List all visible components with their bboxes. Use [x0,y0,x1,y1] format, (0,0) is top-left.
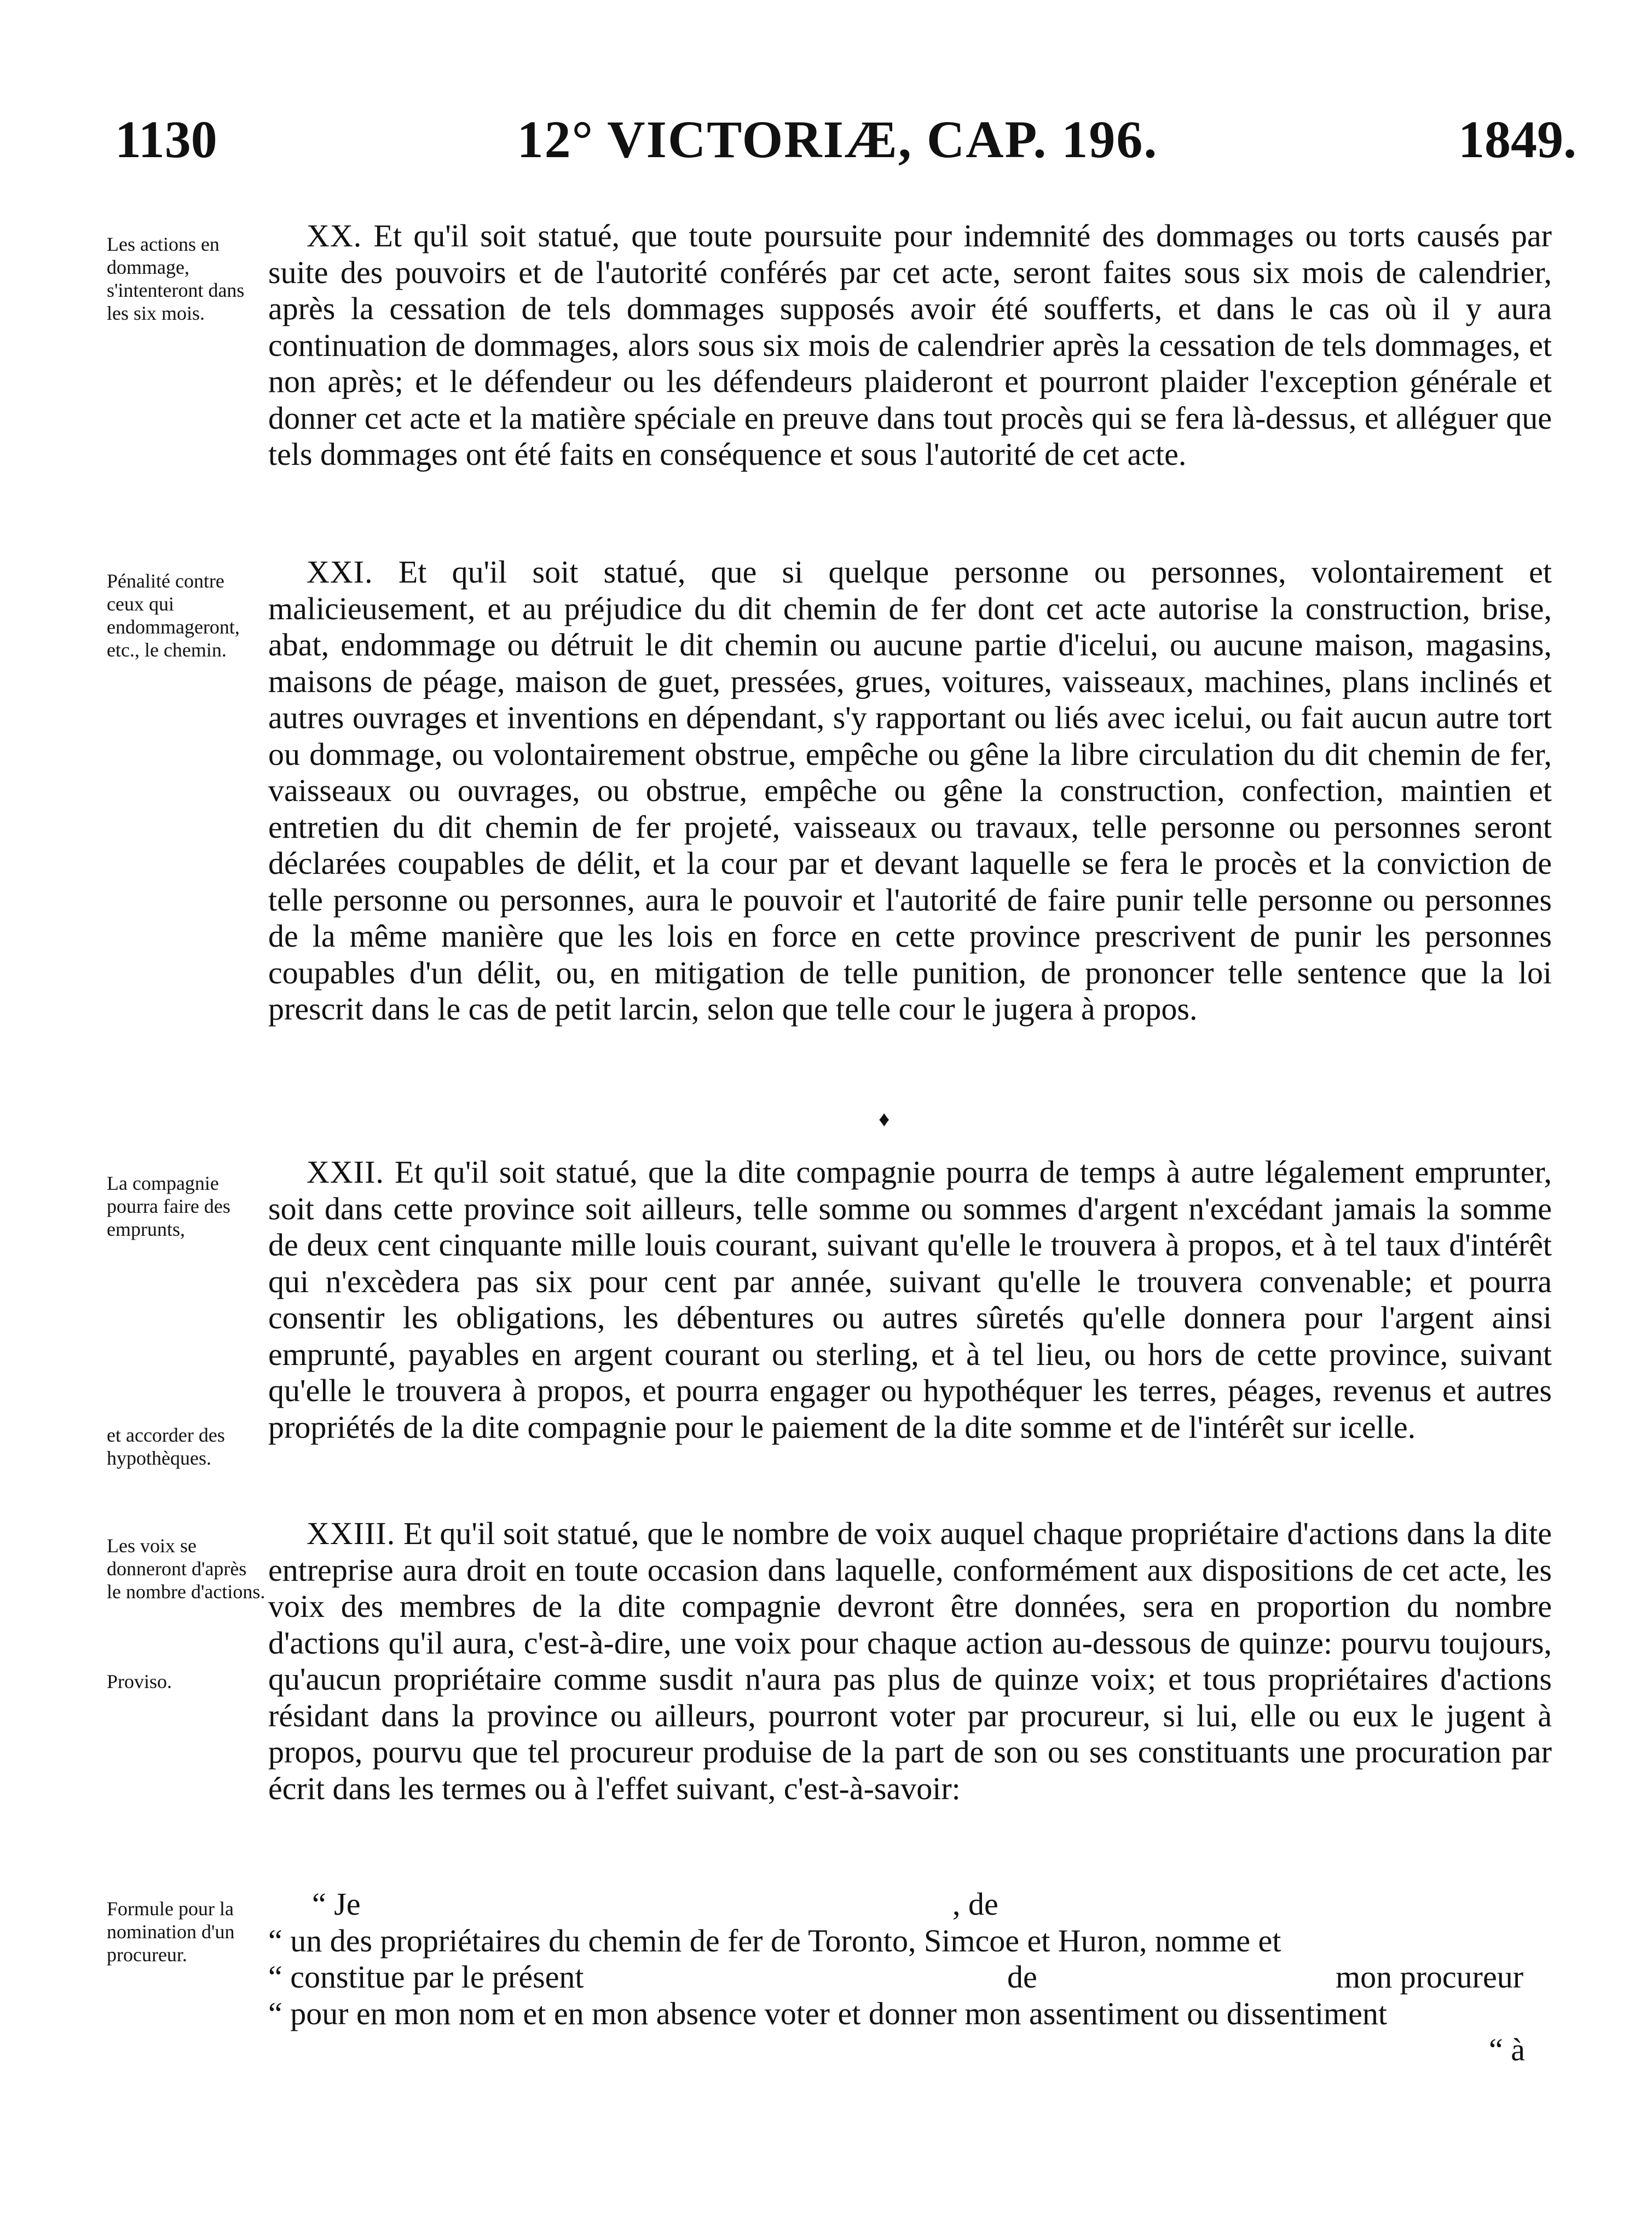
form-text: “ Je [312,1886,361,1922]
margin-note-form: Formule pour la nomination d'un procureur. [107,1898,235,1966]
form-line-5 [268,2032,1582,2069]
section-number: XXII. [307,1154,384,1190]
margin-note-xxii: La compagnie pourra faire des emprunts, [107,1172,230,1240]
section-number: XXIII. [307,1516,396,1551]
form-text: “ constitue par le présent [268,1959,584,1995]
form-text: “ à [1489,2032,1525,2067]
form-line-4 [268,1996,1582,2032]
section-text: Et qu'il soit statué, que la dite compagnie pourra de temps à autre légalement emprunter, soit dans cette province soit ailleurs, telle somme ou sommes d'argent n'excédant jamais la somme de deux cent cinquante mille louis courant, suivant qu'elle le trouvera à propos, et à tel taux d'intérêt qui n'excèdera pas six pour cent par année, suivant qu'elle le trouvera convenable; et pourra consentir les obligations, les débentures ou autres sûretés qu'elle donnera pour l'argent ainsi emprunté, payables en argent courant ou sterling, et à tel lieu, ou hors de cette province, suivant qu'elle le trouvera à propos, et pourra engager ou hypothéquer les terres, péages, revenus et autres propriétés de la dite compagnie pour le paiement de la dite somme et de l'intérêt sur icelle. [268,1154,1552,1445]
page-number: 1130 [115,110,217,169]
form-text: mon procureur [1336,1959,1524,1995]
form-line-3 [268,1959,1582,1996]
running-title: 12° VICTORIÆ, CAP. 196. [517,110,1158,169]
section-xxiii [268,1516,1552,1807]
margin-note-xxii-b: et accorder des hypothèques. [107,1424,225,1469]
section-xxi [268,554,1552,1028]
section-text: Et qu'il soit statué, que le nombre de voix auquel chaque propriétaire d'actions dans la dite entreprise aura droit en toute occasion dans laquelle, conformément aux dispositions de cet acte, les voix des membres de la dite compagnie devront être données, sera en proportion du nombre d'actions qu'il aura, c'est-à-dire, une voix pour chaque action au-dessous de quinze: pourvu toujours, qu'aucun propriétaire comme susdit n'aura pas plus de quinze voix; et tous propriétaires d'actions résidant dans la province ou ailleurs, pourront voter par procureur, si lui, elle ou eux le jugent à propos, pourvu que tel procureur produise de la part de son ou ses constituants une procuration par écrit dans les termes ou à l'effet suivant, c'est-à-savoir: [268,1516,1552,1806]
section-xx [268,218,1552,473]
proxy-form [268,1886,1582,2069]
form-line-2 [268,1923,1582,1960]
page-header [99,107,1576,172]
form-text: “ pour en mon nom et en mon absence voter et donner mon assentiment ou dissentiment [268,1995,1388,2031]
section-text: Et qu'il soit statué, que toute poursuite pour indemnité des dommages ou torts causés par suite des pouvoirs et de l'autorité conférés par cet acte, seront faites sous six mois de calendrier, après la cessation de tels dommages supposés avoir été soufferts, et dans le cas où il y aura continuation de dommages, alors sous six mois de calendrier après la cessation de tels dommages, et non après; et le défendeur ou les défendeurs plaideront et pourront plaider l'exception générale et donner cet acte et la matière spéciale en preuve dans tout procès qui se fera là-dessus, et alléguer que tels dommages ont été faits en conséquence et sous l'autorité de cet acte. [268,218,1552,472]
margin-note-proviso: Proviso. [107,1671,172,1692]
margin-note-xxi: Pénalité contre ceux qui endommageront, etc., le chemin. [107,570,240,661]
form-text: “ un des propriétaires du chemin de fer de Toronto, Simcoe et Huron, nomme et [268,1922,1281,1959]
section-xxii [268,1154,1552,1445]
margin-note-xx: Les actions en dommage, s'intenteront dans les six mois. [107,233,245,324]
section-number: XX. [307,218,362,254]
form-line-1 [268,1886,1582,1923]
form-text: , de [952,1886,998,1922]
form-text: de [1007,1959,1037,1995]
margin-note-xxiii: Les voix se donneront d'après le nombre d'actions. [107,1535,265,1603]
section-text: Et qu'il soit statué, que si quelque personne ou personnes, volontairement et malicieusement, et au préjudice du dit chemin de fer dont cet acte autorise la construction, brise, abat, endommage ou détruit le dit chemin ou aucune partie d'icelui, ou aucune maison, magasins, maisons de péage, maison de guet, pressées, grues, voitures, vaisseaux, machines, plans inclinés et autres ouvrages et inventions en dépendant, s'y rapportant ou liés avec icelui, ou fait aucun autre tort ou dommage, ou volontairement obstrue, empêche ou gêne la libre circulation du dit chemin de fer, vaisseaux ou ouvrages, ou obstrue, empêche ou gêne la construction, confection, maintien et entretien du dit chemin de fer projeté, vaisseaux ou travaux, telle personne ou personnes seront déclarées coupables de délit, et la cour par et devant laquelle se fera le procès et la conviction de telle personne ou personnes, aura le pouvoir et l'autorité de faire punir telle personne ou personnes de la même manière que les lois en force en cette province prescrivent de punir les personnes coupables d'un délit, ou, en mitigation de telle punition, de prononcer telle sentence que la loi prescrit dans le cas de petit larcin, selon que telle cour le jugera à propos. [268,554,1552,1027]
header-year: 1849. [1458,110,1576,169]
section-number: XXI. [307,554,373,590]
ornament-icon: ♦ [879,1107,890,1131]
